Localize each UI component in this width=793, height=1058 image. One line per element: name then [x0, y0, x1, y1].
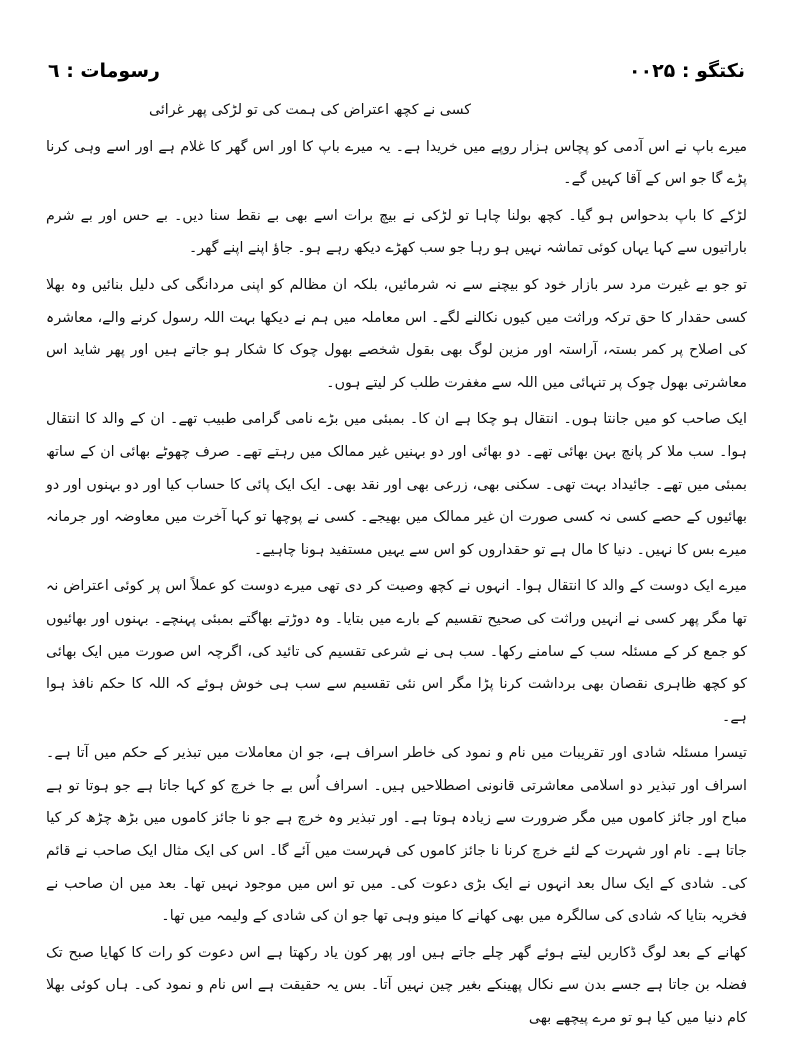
- header-section-label: رسومات : ٦: [48, 60, 160, 82]
- paragraph: لڑکے کا باپ بدحواس ہو گیا۔ کچھ بولنا چاہا تو لڑکی نے بیچ برات اسے بھی بے نقط سنا دیں۔ بے حس اور بے شرم باراتیوں سے کہا یہاں کوئی تماشہ نہیں ہو رہا جو سب کھڑے دیکھ رہے ہو۔ جاؤ اپنے اپنے گھر۔: [46, 207, 747, 257]
- paragraph: ایک صاحب کو میں جانتا ہوں۔ انتقال ہو چکا ہے ان کا۔ بمبئی میں بڑے نامی گرامی طبیب تھے۔ ان کے والد کا انتقال ہوا۔ سب ملا کر پانچ بہن بھائی تھے۔ دو بھائی اور دو بہنیں غیر ممالک میں رہتے تھے۔ صرف چھوٹے بھائی ان کے ساتھ بمبئی میں تھے۔ جائیداد بہت تھی۔ سکنی بھی، زرعی بھی اور نقد بھی۔ ایک ایک پائی کا حساب کیا اور دو بہنوں اور دو بھائیوں کے حصے کسی نہ کسی صورت ان غیر ممالک میں بھیجے۔ کسی نے پوچھا تو کہا آخرت میں معاوضہ اور جرمانہ میرے بس کا نہیں۔ دنیا کا مال ہے تو حقداروں کو اس سے یہیں مستفید ہونا چاہیے۔: [46, 411, 747, 558]
- paragraph: کھانے کے بعد لوگ ڈکاریں لیتے ہوئے گھر چلے جاتے ہیں اور پھر کون یاد رکھتا ہے اس دعوت کو رات کا کھایا صبح تک فضلہ بن جاتا ہے جسے بدن سے نکال پھینکے بغیر چین نہیں آتا۔ بس یہ حقیقت ہے اس نام و نمود کی۔ ہاں کوئی بھلا کام دنیا میں کیا ہو تو مرے پیچھے بھی: [46, 944, 747, 1027]
- paragraph: کسی نے کچھ اعتراض کی ہمت کی تو لڑکی پھر غرائی: [149, 102, 471, 118]
- paragraph: میرے ایک دوست کے والد کا انتقال ہوا۔ انہوں نے کچھ وصیت کر دی تھی میرے دوست کو عملاً اس پر کوئی اعتراض نہ تھا مگر پھر کسی نے انہیں وراثت کی صحیح تقسیم کے بارے میں بتایا۔ وہ دوڑتے بھاگتے بمبئی پہنچے۔ بہنوں اور بھائیوں کو جمع کر کے مسئلہ سب کے سامنے رکھا۔ سب ہی نے شرعی تقسیم کی تائید کی، اگرچہ اس صورت میں ایک بھائی کو کچھ ظاہری نقصان بھی برداشت کرنا پڑا مگر اس نئی تقسیم سے سب ہی خوش ہوئے کہ اللہ کا حکم نافذ ہوا ہے۔: [46, 578, 747, 725]
- paragraph: تو جو بے غیرت مرد سر بازار خود کو بیچنے سے نہ شرمائیں، بلکہ ان مظالم کو اپنی مردانگی کی دلیل بنائیں وہ بھلا کسی حقدار کا حق ترکہ وراثت میں کیوں نکالنے لگے۔ اس معاملہ میں ہم نے دیکھا بہت اللہ رسول کرنے والے، معاشرہ کی اصلاح پر کمر بستہ، آراستہ اور مزین لوگ بھی بقول شخصے بھول چوک کا شکار ہو جاتے ہیں اور پھر شاید اس معاشرتی بھول چوک پر تنہائی میں اللہ سے مغفرت طلب کر لیتے ہوں۔: [46, 276, 747, 391]
- document-body: [46, 94, 747, 1039]
- header-title-label: نکتگو : ۰۰۲۵: [628, 60, 745, 82]
- paragraph: میرے باپ نے اس آدمی کو پچاس ہزار روپے میں خریدا ہے۔ یہ میرے باپ کا اور اس گھر کا غلام ہے اور اسے وہی کرنا پڑے گا جو اس کے آقا کہیں گے۔: [46, 138, 747, 188]
- page-header: [48, 56, 745, 86]
- paragraph: تیسرا مسئلہ شادی اور تقریبات میں نام و نمود کی خاطر اسراف ہے، جو ان معاملات میں تبذیر کے حکم میں آتا ہے۔ اسراف اور تبذیر دو اسلامی معاشرتی قانونی اصطلاحیں ہیں۔ اسراف اُس بے جا خرچ کو کہا جاتا ہے جو ہوتا تو ہے مباح اور جائز کاموں میں مگر ضرورت سے زیادہ ہوتا ہے۔ اور تبذیر وہ خرچ ہے جو نا جائز کاموں میں بڑھ چڑھ کر کیا جاتا ہے۔ نام اور شہرت کے لئے خرچ کرنا نا جائز کاموں کی فہرست میں آئے گا۔ اس کی ایک مثال ایک صاحب نے قائم کی۔ شادی کے ایک سال بعد انہوں نے ایک بڑی دعوت کی۔ میں تو اس میں موجود نہیں تھا۔ بعد میں ان صاحب نے فخریہ بتایا کہ شادی کی سالگرہ میں بھی کھانے کا مینو وہی تھا جو ان کی شادی کے ولیمہ میں تھا۔: [46, 745, 747, 925]
